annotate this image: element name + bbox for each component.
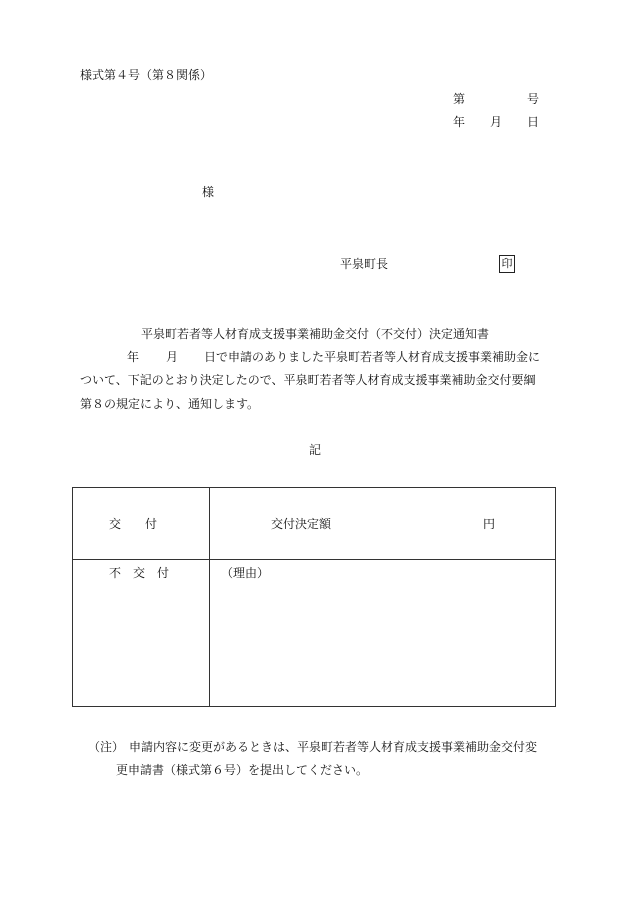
body-date-year: 年 (127, 350, 140, 364)
no-grant-label: 不 交 付 (109, 566, 170, 580)
date-month: 月 (490, 115, 503, 129)
seal-stamp: 印 (499, 255, 515, 273)
body-line-2: ついて、下記のとおり決定したので、平泉町若者等人材育成支援事業補助金交付要綱 (80, 373, 536, 387)
sender-title: 平泉町長 (340, 257, 389, 271)
grant-label: 交 付 (109, 517, 158, 531)
addressee-suffix: 様 (202, 185, 215, 199)
note-line-1: 申請内容に変更があるときは、平泉町若者等人材育成支援事業補助金交付変 (129, 740, 538, 754)
reason-label: （理由） (221, 566, 270, 580)
yen-label: 円 (483, 517, 496, 531)
decision-table (72, 487, 556, 707)
doc-number-go: 号 (527, 92, 540, 106)
body-line-1: 日で申請のありました平泉町若者等人材育成支援事業補助金に (204, 350, 541, 364)
form-label: 様式第４号（第８関係） (80, 68, 213, 82)
date-day: 日 (527, 115, 540, 129)
document-title: 平泉町若者等人材育成支援事業補助金交付（不交付）決定通知書 (140, 327, 489, 341)
date-year: 年 (453, 115, 466, 129)
table-vertical-divider (209, 488, 210, 706)
note-line-2: 更申請書（様式第６号）を提出してください。 (116, 763, 369, 777)
body-line-3: 第８の規定により、通知します。 (80, 397, 260, 411)
body-date-month: 月 (166, 350, 179, 364)
ki-heading: 記 (308, 443, 321, 457)
table-horizontal-divider (73, 559, 555, 560)
note-marker: （注） (88, 740, 125, 754)
grant-amount-label: 交付決定額 (271, 517, 332, 531)
doc-number-dai: 第 (453, 92, 466, 106)
